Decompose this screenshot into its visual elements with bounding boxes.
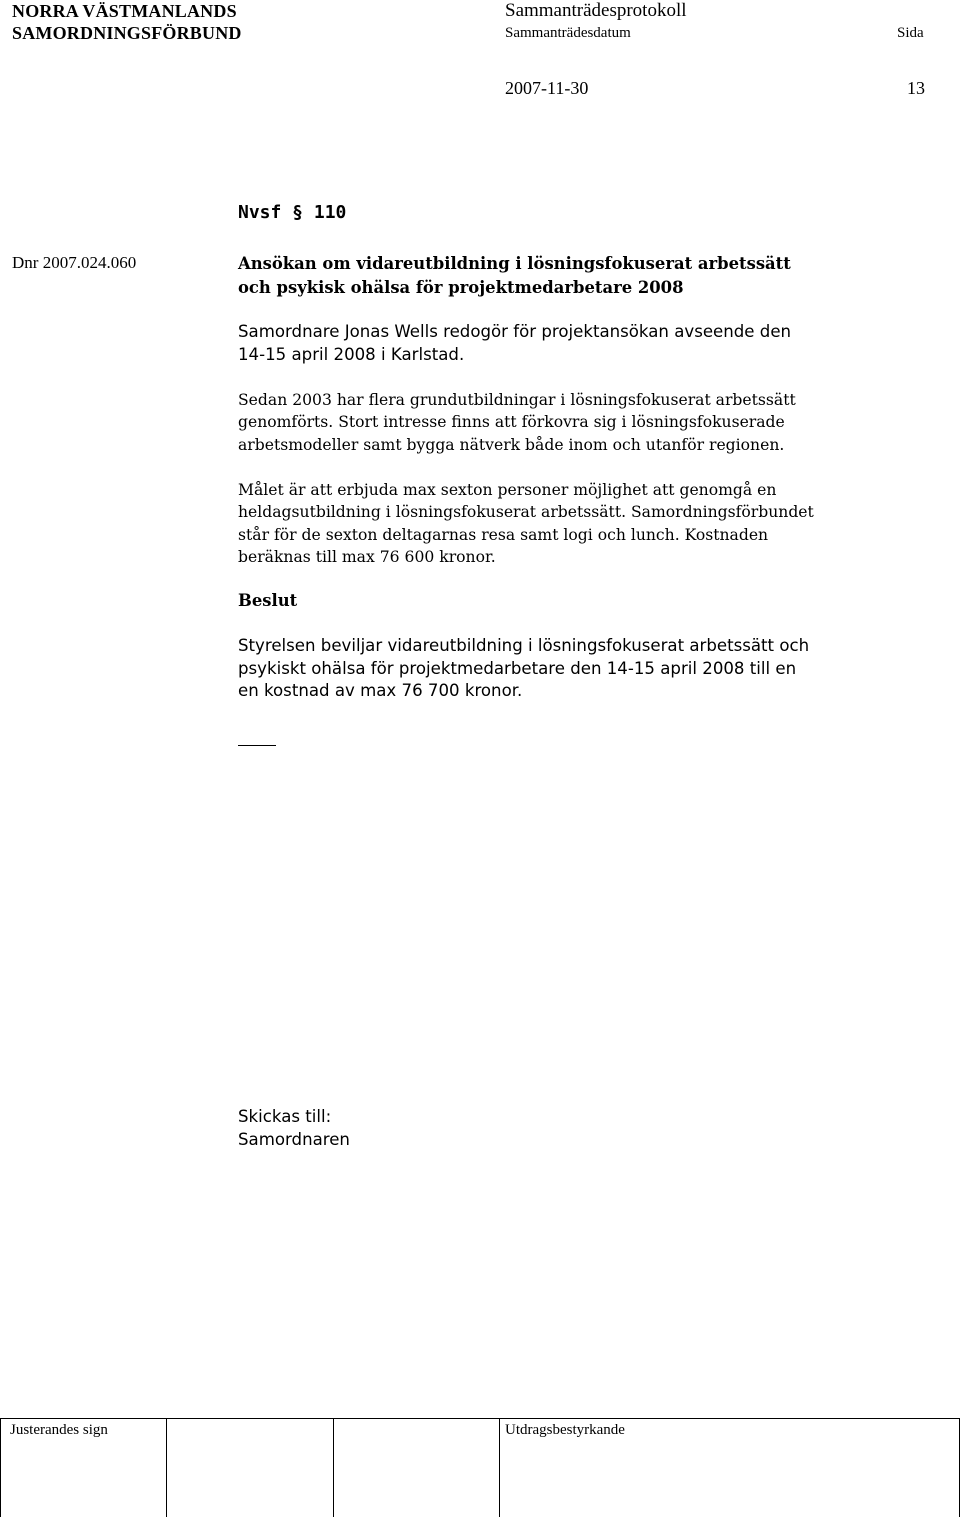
text-line: en kostnad av max 76 700 kronor. — [238, 681, 523, 700]
send-to-block — [238, 1106, 350, 1151]
page-label: Sida — [897, 25, 924, 41]
text-line: arbetsmodeller samt bygga nätverk både inom och utanför regionen. — [238, 435, 785, 454]
paragraph-number: Nvsf § 110 — [238, 202, 347, 223]
item-title — [238, 252, 791, 300]
diary-number: Dnr 2007.024.060 — [12, 253, 137, 272]
meeting-date-label: Sammanträdesdatum — [505, 25, 631, 41]
signature-label: Justerandes sign — [10, 1422, 108, 1438]
page-number: 13 — [907, 78, 925, 98]
document-type: Sammanträdesprotokoll — [505, 0, 687, 21]
send-to-label: Skickas till: — [238, 1107, 332, 1126]
footer-cell-divider — [499, 1418, 500, 1517]
send-to-recipient: Samordnaren — [238, 1129, 350, 1149]
end-of-item-rule — [238, 745, 276, 746]
paragraph-background — [238, 389, 796, 456]
footer-cell-divider — [333, 1418, 334, 1517]
footer-cell-divider — [0, 1418, 1, 1517]
text-line: 14-15 april 2008 i Karlstad. — [238, 344, 465, 364]
organization-name-line2: SAMORDNINGSFÖRBUND — [12, 23, 242, 43]
text-line: psykiskt ohälsa för projektmedarbetare den 14-15 april 2008 till en — [238, 658, 797, 678]
meeting-date-value: 2007-11-30 — [505, 78, 589, 98]
paragraph-goal — [238, 479, 814, 568]
item-title-line: och psykisk ohälsa för projektmedarbetare 2008 — [238, 278, 684, 297]
text-line: står för de sexton deltagarnas resa samt logi och lunch. Kostnaden — [238, 525, 769, 544]
decision-text — [238, 635, 809, 703]
text-line: Samordnare Jonas Wells redogör för projektansökan avseende den — [238, 322, 792, 341]
text-line: genomförts. Stort intresse finns att förkovra sig i lösningsfokuserade — [238, 413, 785, 432]
item-title-line: Ansökan om vidareutbildning i lösningsfokuserat arbetssätt — [238, 254, 791, 273]
text-line: Styrelsen beviljar vidareutbildning i lösningsfokuserat arbetssätt och — [238, 636, 810, 655]
organization-name-line1: NORRA VÄSTMANLANDS — [12, 1, 237, 21]
text-line: Målet är att erbjuda max sexton personer möjlighet att genomgå en — [238, 481, 777, 499]
decision-heading: Beslut — [238, 591, 298, 610]
text-line: heldagsutbildning i lösningsfokuserat arbetssätt. Samordningsförbundet — [238, 503, 814, 522]
paragraph-intro — [238, 321, 791, 366]
footer-cell-divider — [166, 1418, 167, 1517]
footer-top-border — [0, 1418, 960, 1419]
text-line: Sedan 2003 har flera grundutbildningar i lösningsfokuserat arbetssätt — [238, 391, 796, 409]
extract-certification-label: Utdragsbestyrkande — [505, 1422, 625, 1438]
text-line: beräknas till max 76 600 kronor. — [238, 547, 496, 566]
